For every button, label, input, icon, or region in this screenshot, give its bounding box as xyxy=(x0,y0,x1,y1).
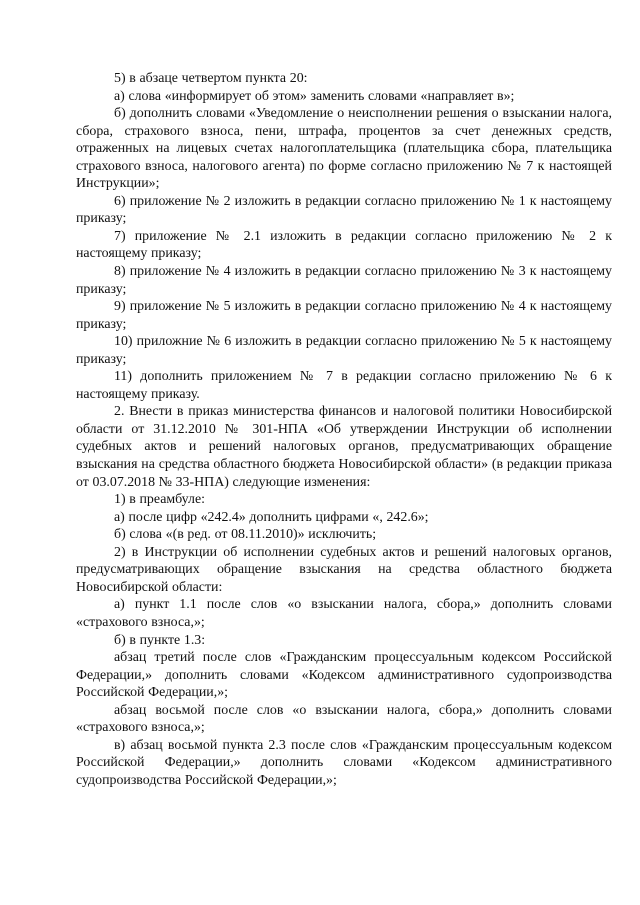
section-2-item-1a: а) после цифр «242.4» дополнить цифрами «, 242.6»; xyxy=(114,509,429,525)
section-2-item-2b-abzac-8: абзац восьмой после слов «о взыскании налога, сбора,» дополнить словами «страхового взноса,»; xyxy=(76,702,612,736)
section-2-item-2b-abzac-3: абзац третий после слов «Гражданским процессуальным кодексом Российской Федерации,» дополнить словами «Кодексом административного судопроизводства Российской Федерации,»; xyxy=(76,650,612,701)
paragraph-11: 11) дополнить приложением № 7 в редакции согласно приложению № 6 к настоящему приказу. xyxy=(76,369,612,402)
paragraph-5a: а) слова «информирует об этом» заменить словами «направляет в»; xyxy=(114,88,515,104)
section-2-item-2a: а) пункт 1.1 после слов «о взыскании налога, сбора,» дополнить словами «страхового взноса,»; xyxy=(76,597,612,630)
section-2: 2. Внести в приказ министерства финансов и налоговой политики Новосибирской области от 31.12.2010 № 301-НПА «Об утверждении Инструкции об исполнении судебных актов и решений налоговых органов, предусматривающих обращение взыскания на средства областного бюджета Новосибирской области» (в редакции приказа от 03.07.2018 № 33-НПА) следующие изменения: xyxy=(76,404,612,490)
section-2-item-2b: б) в пункте 1.3: xyxy=(114,632,206,648)
paragraph-10: 10) приложние № 6 изложить в редакции согласно приложению № 5 к настоящему приказу; xyxy=(76,334,612,367)
section-2-item-2: 2) в Инструкции об исполнении судебных актов и решений налоговых органов, предусматривающих обращение взыскания на средства областного бюджета Новосибирской области: xyxy=(76,544,612,595)
paragraph-7: 7) приложение № 2.1 изложить в редакции согласно приложению № 2 к настоящему приказу; xyxy=(76,228,612,262)
paragraph-5: 5) в абзаце четвертом пункта 20: xyxy=(114,71,308,86)
paragraph-8: 8) приложение № 4 изложить в редакции согласно приложению № 3 к настоящему приказу; xyxy=(76,264,612,297)
paragraph-6: 6) приложение № 2 изложить в редакции согласно приложению № 1 к настоящему приказу; xyxy=(76,193,612,227)
paragraph-5b: б) дополнить словами «Уведомление о неисполнении решения о взыскании налога, сбора, страхового взноса, пени, штрафа, процентов за счет денежных средств, отраженных на лицевых счетах налогоплательщика (плательщика сбора, плательщика страхового взноса, налогового агента) по форме согласно приложению № 7 к настоящей Инструкции»; xyxy=(76,106,612,192)
paragraph-9: 9) приложение № 5 изложить в редакции согласно приложению № 4 к настоящему приказу; xyxy=(76,299,612,332)
section-2-item-1: 1) в преамбуле: xyxy=(114,492,205,508)
document-page xyxy=(76,70,612,789)
section-2-item-1b: б) слова «(в ред. от 08.11.2010)» исключить; xyxy=(114,527,377,543)
section-2-item-2v: в) абзац восьмой пункта 2.3 после слов «Гражданским процессуальным кодексом Российской Федерации,» дополнить словами «Кодексом административного судопроизводства Российской Федерации,»; xyxy=(76,737,612,788)
